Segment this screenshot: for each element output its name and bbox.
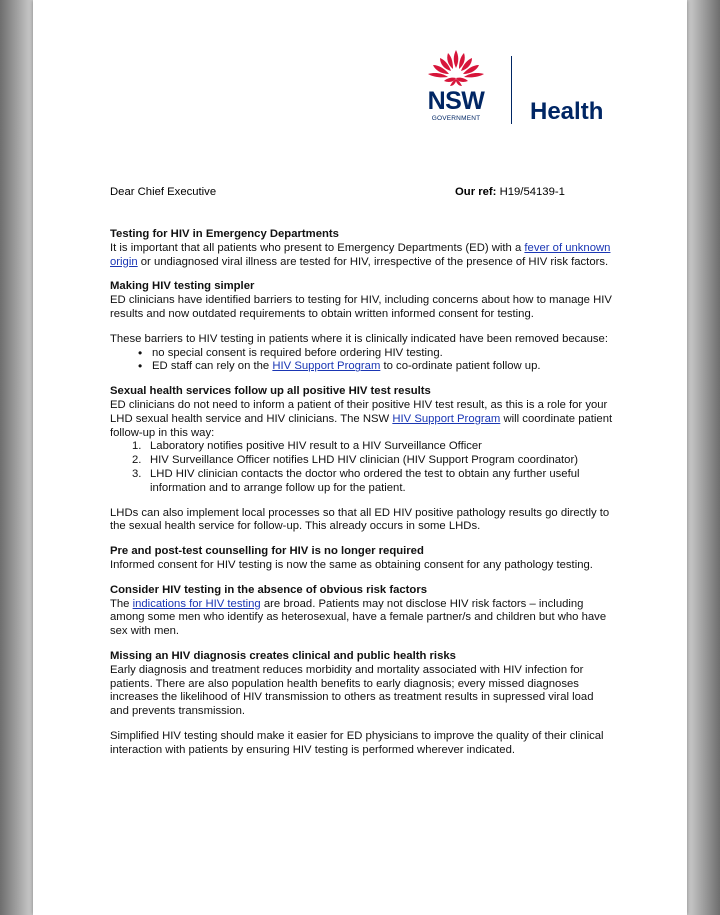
- logo-nsw-text: NSW: [427, 87, 485, 115]
- section-paragraph: It is important that all patients who present to Emergency Departments (ED) with a fever of unknown origin or undiagnosed viral illness are tested for HIV, irrespective of the presence of HIV risk factors.: [110, 241, 611, 268]
- bullet-list: [110, 347, 615, 375]
- section-paragraph: The indications for HIV testing are broad. Patients may not disclose HIV risk factors – including among some men who identify as heterosexual, have a female partner/s and children but who have sex with men.: [110, 597, 607, 638]
- section-paragraph: These barriers to HIV testing in patients where it is clinically indicated have been removed because:: [110, 332, 608, 345]
- section-heading: Pre and post-test counselling for HIV is no longer required: [110, 545, 424, 558]
- section-barriers-removed: [110, 333, 615, 374]
- section-paragraph: ED clinicians do not need to inform a patient of their positive HIV test result, as this is a role for your LHD sexual health service and HIV clinicians. The NSW HIV Support Program will coordinate patient follow-up in this way:: [110, 398, 613, 439]
- salutation: Dear Chief Executive: [110, 186, 217, 198]
- logo-health-text: Health: [530, 98, 604, 125]
- section-counselling: [110, 545, 615, 573]
- section-risk-factors: [110, 584, 615, 639]
- section-testing-ed: [110, 228, 615, 269]
- section-missing-diagnosis: [110, 650, 615, 719]
- section-local-processes: [110, 507, 615, 535]
- our-reference: Our ref: H19/54139-1: [455, 186, 565, 198]
- section-paragraph: LHDs can also implement local processes so that all ED HIV positive pathology results go directly to the sexual health service for follow-up. This already occurs in some LHDs.: [110, 506, 610, 533]
- logo-government-text: GOVERNMENT: [431, 115, 481, 122]
- list-item: 1. Laboratory notifies positive HIV result to a HIV Surveillance Officer: [132, 440, 482, 453]
- nsw-health-logo: [420, 48, 620, 128]
- section-paragraph: Simplified HIV testing should make it easier for ED physicians to improve the quality of their clinical interaction with patients by ensuring HIV testing is performed wherever indicated.: [110, 729, 604, 756]
- indications-link[interactable]: indications for HIV testing: [132, 597, 261, 610]
- section-simplified-testing: [110, 730, 615, 758]
- section-making-simpler: [110, 280, 615, 321]
- hiv-support-program-link[interactable]: HIV Support Program: [272, 360, 381, 373]
- page-shadow-left: [0, 0, 33, 915]
- section-paragraph: ED clinicians have identified barriers to testing for HIV, including concerns about how to manage HIV results and now outdated requirements to obtain written informed consent for testing.: [110, 294, 612, 320]
- list-item: • no special consent is required before ordering HIV testing.: [142, 347, 615, 361]
- section-heading: Making HIV testing simpler: [110, 280, 255, 293]
- section-heading: Missing an HIV diagnosis creates clinical and public health risks: [110, 649, 456, 662]
- fever-unknown-origin-link[interactable]: fever of unknown origin: [110, 241, 611, 268]
- section-heading: Testing for HIV in Emergency Departments: [110, 228, 339, 240]
- section-heading: Consider HIV testing in the absence of obvious risk factors: [110, 583, 428, 596]
- ref-value: H19/54139-1: [499, 186, 565, 198]
- page-shadow-right: [687, 0, 720, 915]
- letter-body: [110, 228, 615, 769]
- waratah-flower-icon: [424, 48, 488, 88]
- section-paragraph: Informed consent for HIV testing is now the same as obtaining consent for any pathology testing.: [110, 558, 593, 571]
- section-paragraph: Early diagnosis and treatment reduces morbidity and mortality associated with HIV infection for patients. There are also population health benefits to early diagnosis; every missed diagnoses increases the likelihood of HIV transmission to others as treatment results in supressed viral load and prevents transmission.: [110, 663, 594, 718]
- numbered-list: [110, 440, 615, 495]
- list-item: 3. LHD HIV clinician contacts the doctor who ordered the test to obtain any further useful information and to arrange follow up for the patient.: [132, 467, 580, 494]
- ref-label: Our ref: [455, 186, 493, 198]
- hiv-support-program-link[interactable]: HIV Support Program: [392, 412, 501, 425]
- list-item: • ED staff can rely on the HIV Support Program to co-ordinate patient follow up.: [142, 360, 615, 374]
- logo-divider: [511, 56, 512, 124]
- section-sexual-health-follow-up: [110, 385, 615, 495]
- list-item: 2. HIV Surveillance Officer notifies LHD HIV clinician (HIV Support Program coordinator): [132, 454, 578, 467]
- section-heading: Sexual health services follow up all positive HIV test results: [110, 385, 431, 398]
